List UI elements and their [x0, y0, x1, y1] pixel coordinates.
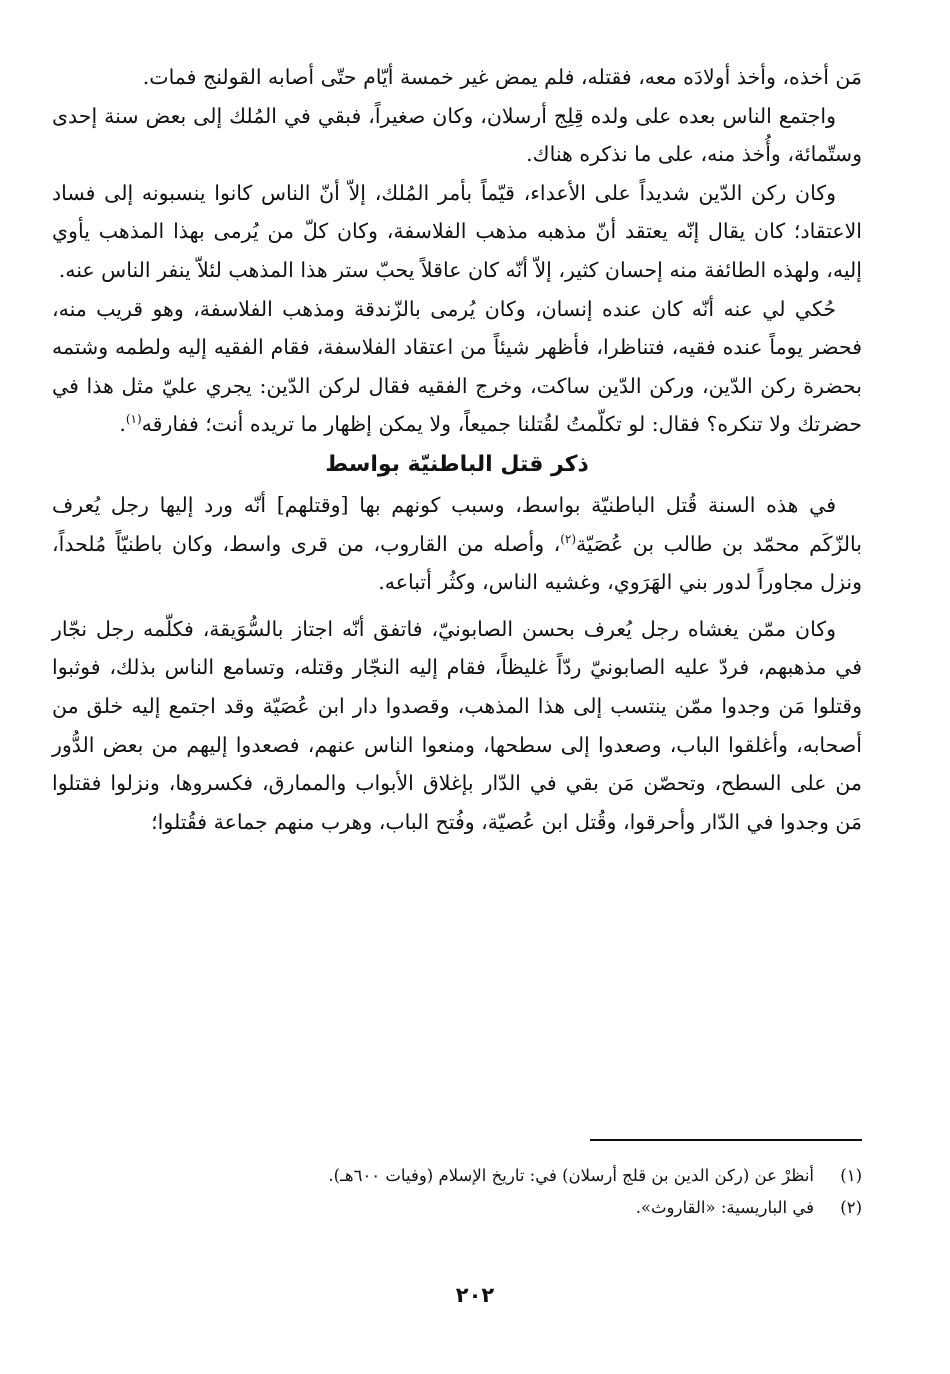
footnote	[52, 1160, 862, 1192]
paragraph-text: في هذه السنة قُتل الباطنيّة بواسط، وسبب كونهم بها [وقتلهم] أنّه ورد إليها رجل يُعرف بالزّكَم محمّد بن طالب بن عُصَيّة	[52, 492, 862, 556]
footnote-text: أنظرْ عن (ركن الدين بن قلج أرسلان) في: تاريخ الإسلام (وفيات ٦٠٠هـ).	[328, 1166, 814, 1185]
footnote-separator	[590, 1139, 862, 1141]
paragraph: مَن أخذه، وأخذ أولادَه معه، فقتله، فلم يمض غير خمسة أيّام حتّى أصابه القولنج فمات.	[142, 65, 862, 89]
paragraph	[52, 610, 862, 842]
paragraph-text: وكان ممّن يغشاه رجل يُعرف بحسن الصابونيّ، فاتفق أنّه اجتاز بالسُّوَيقة، فكلّمه رجل نجّار في مذهبهم، فردّ عليه الصابونيّ ردّاً غليظاً، فقام إليه النجّار وقتله، وتسامع الناس بذلك، فوثبوا وقتلوا مَن وجدوا ممّن ينتسب إلى هذا المذهب، وقصدوا دار ابن عُصَيّة وقد اجتمع إليه خلق من أصحابه، وأغلقوا الباب، وصعدوا إلى سطحها، ومنعوا الناس عنهم، فصعدوا إليهم من بعض الدُّور من على السطح، وتحصّن مَن بقي في الدّار بإغلاق الأبواب والممارق، فكسروها، ونزلوا فقتلوا مَن وجدوا في الدّار وأحرقوا، وقُتل ابن عُصيّة، وفُتح الباب، وهرب منهم جماعة فقُتلوا؛	[52, 616, 862, 834]
paragraph-gap	[52, 602, 862, 610]
paragraph	[52, 174, 862, 290]
footnote-reference: (٢)	[560, 531, 577, 546]
paragraph	[52, 486, 862, 602]
section-heading: ذكر قتل الباطنيّة بواسط	[325, 451, 589, 477]
paragraph-text: وكان ركن الدّين شديداً على الأعداء، قيّماً بأمر المُلك، إلاّ أنّ الناس كانوا ينسبونه إلى فساد الاعتقاد؛ كان يقال إنّه يعتقد أنّ مذهبه مذهب الفلاسفة، وكان كلّ من يُرمى بهذا المذهب يأوي إليه، ولهذه الطائفة منه إحسان كثير، إلاّ أنّه كان عاقلاً يحبّ ستر هذا المذهب لئلاّ ينفر الناس عنه.	[52, 180, 862, 282]
footnote-number: (١)	[840, 1166, 862, 1185]
footnote-number: (٢)	[840, 1198, 862, 1217]
paragraph-text-end: ، وأصله من القاروب، من قرى واسط، وكان باطنيّاً مُلحداً، ونزل مجاوراً لدور بني الهَرَوي، وغشيه الناس، وكثُر أتباعه.	[52, 531, 862, 595]
footnote-text: في الباريسية: «القاروث».	[635, 1198, 814, 1217]
footnotes	[52, 1160, 862, 1224]
paragraph-text-end: .	[119, 412, 126, 437]
footnote-reference: (١)	[125, 412, 142, 427]
paragraph-text: حُكي لي عنه أنّه كان عنده إنسان، وكان يُرمى بالزّندقة ومذهب الفلاسفة، وهو قريب منه، فحضر يوماً عنده فقيه، فتناظرا، فأظهر شيئاً من اعتقاد الفلاسفة، فقام الفقيه إليه ولطمه وشتمه بحضرة ركن الدّين، وركن الدّين ساكت، وخرج الفقيه فقال لركن الدّين: يجري عليّ مثل هذا في حضرتك ولا تنكره؟ فقال: لو تكلّمتُ لقُتلنا جميعاً، ولا يمكن إظهار ما تريده أنت؛ ففارقه	[52, 296, 862, 437]
paragraph	[52, 290, 862, 444]
footnote	[52, 1192, 862, 1224]
page-number: ٢٠٢	[455, 1283, 495, 1307]
paragraph-text: واجتمع الناس بعده على ولده قِلِج أرسلان، وكان صغيراً، فبقي في المُلك إلى بعض سنة إحدى وستّمائة، وأُخذ منه، على ما نذكره هناك.	[52, 103, 862, 167]
paragraph	[52, 97, 862, 174]
